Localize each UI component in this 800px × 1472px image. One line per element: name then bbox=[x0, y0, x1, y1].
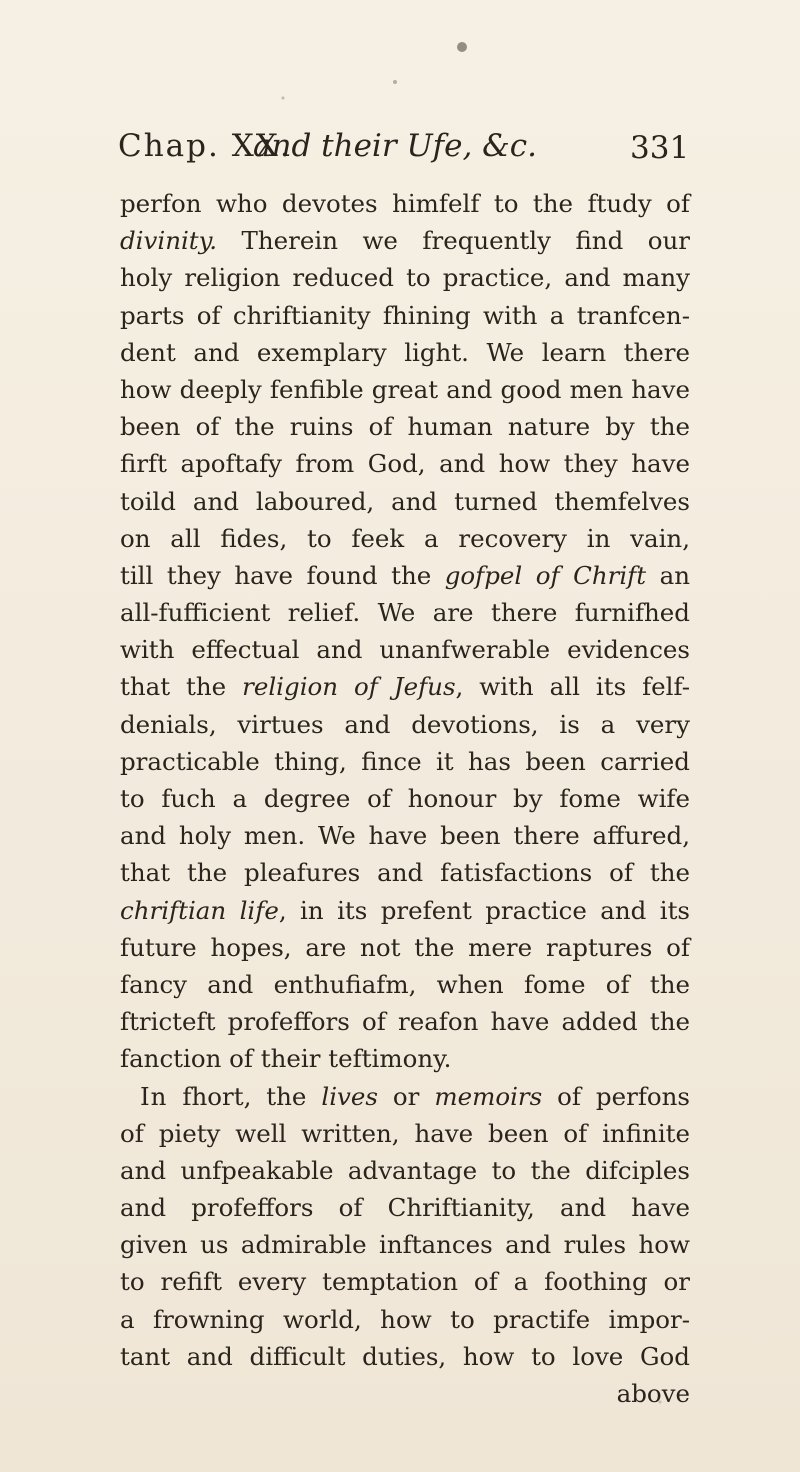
text-line: dent and exemplary light. We learn there bbox=[120, 337, 690, 367]
text-line: holy religion reduced to practice, and many bbox=[120, 263, 690, 293]
text-line: that the religion of Jefus, with all its felf- bbox=[120, 672, 690, 702]
text-line: firft apoftafy from God, and how they have bbox=[120, 449, 690, 479]
paragraph-end-line: fanction of their teftimony. bbox=[120, 1044, 452, 1074]
text-line: future hopes, are not the mere raptures of bbox=[120, 932, 690, 962]
text-line: to fuch a degree of honour by fome wife bbox=[120, 784, 690, 813]
page-number: 331 bbox=[630, 130, 690, 166]
text-line: all-fufficient relief. We are there furnifhed bbox=[120, 598, 690, 628]
text-line: toild and laboured, and turned themfelves bbox=[120, 486, 690, 516]
text-line: on all fides, to feek a recovery in vain, bbox=[120, 523, 690, 553]
chapter-label: Chap. XX. bbox=[118, 128, 292, 164]
text-line: how deeply fenfible great and good men have bbox=[120, 374, 690, 404]
text-line: chriftian life, in its prefent practice and its bbox=[120, 895, 690, 925]
text-line: and profeffors of Chriftianity, and have bbox=[120, 1193, 690, 1223]
text-line: and holy men. We have been there affured, bbox=[120, 821, 690, 851]
text-line: tant and difficult duties, how to love God bbox=[120, 1341, 690, 1371]
text-line: fancy and enthufiafm, when fome of the bbox=[120, 969, 690, 999]
running-title: and their Ufe, &c. bbox=[253, 128, 537, 164]
text-line: been of the ruins of human nature by the bbox=[120, 412, 690, 442]
text-line: with effectual and unanfwerable evidences bbox=[120, 635, 690, 665]
text-line: practicable thing, fince it has been carried bbox=[120, 746, 690, 776]
text-line: given us admirable inftances and rules how bbox=[120, 1230, 690, 1260]
paragraph-start-line: In fhort, the lives or memoirs of perfons bbox=[140, 1081, 690, 1111]
catchword: above bbox=[616, 1379, 690, 1408]
text-line: and unfpeakable advantage to the difciples bbox=[120, 1155, 690, 1185]
text-line: denials, virtues and devotions, is a very bbox=[120, 709, 690, 739]
running-header bbox=[118, 128, 688, 172]
text-line: perfon who devotes himfelf to the ftudy of bbox=[120, 189, 690, 218]
text-line: that the pleafures and fatisfactions of the bbox=[120, 858, 690, 888]
text-line: till they have found the gofpel of Chrift an bbox=[120, 560, 690, 590]
text-line: divinity. Therein we frequently find our bbox=[120, 226, 690, 256]
text-line: parts of chriftianity fhining with a tranfcen- bbox=[120, 300, 690, 330]
text-line: a frowning world, how to practife impor- bbox=[120, 1304, 690, 1334]
text-line: of piety well written, have been of infinite bbox=[120, 1118, 690, 1148]
text-line: to refift every temptation of a foothing or bbox=[120, 1267, 690, 1297]
text-line: ftricteft profeffors of reafon have added the bbox=[120, 1007, 690, 1037]
body-text bbox=[120, 185, 690, 1412]
